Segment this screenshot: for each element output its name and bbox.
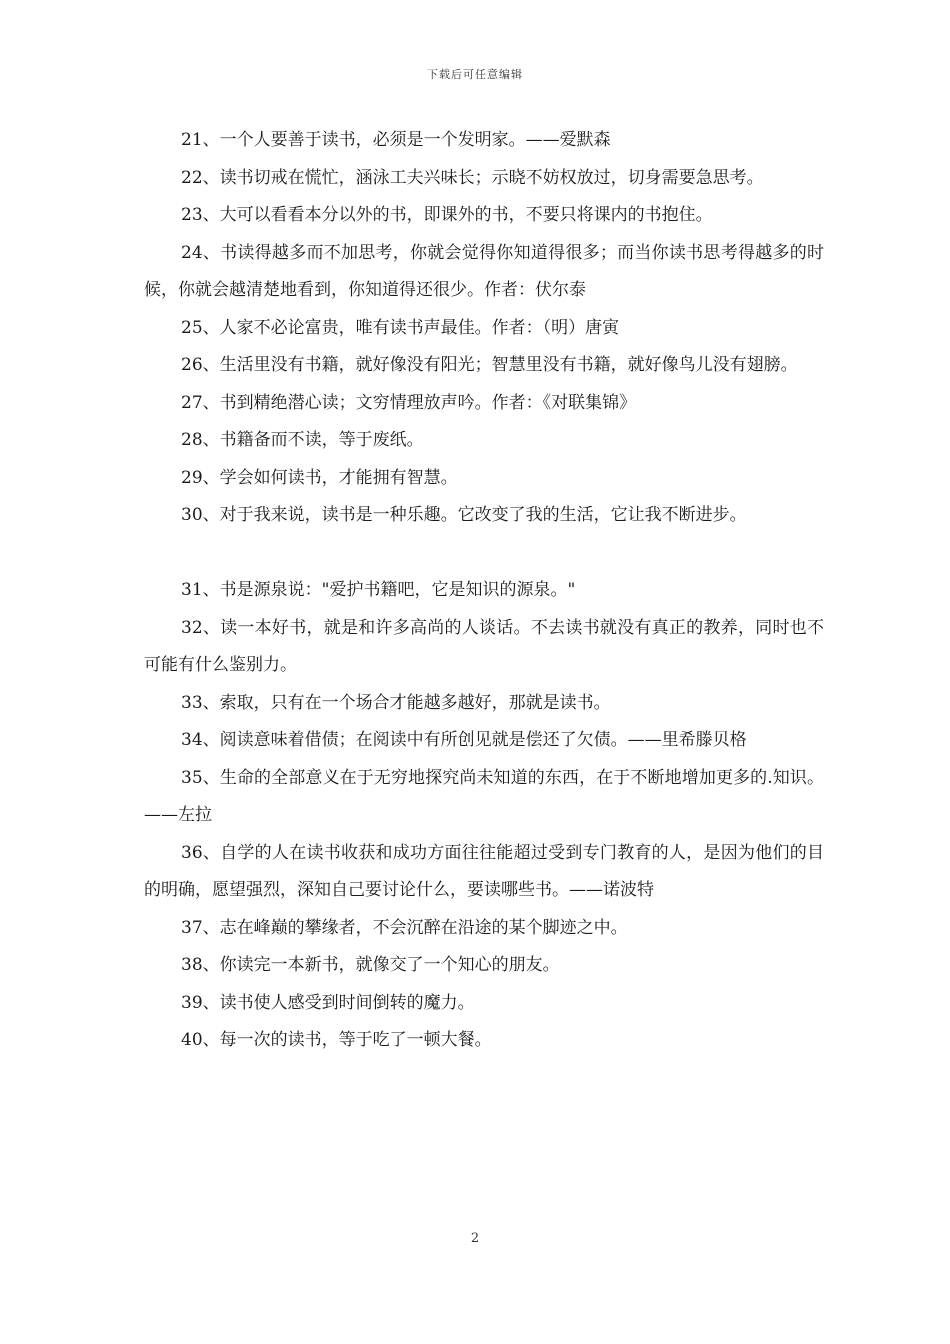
quote-paragraph: 23、大可以看看本分以外的书，即课外的书，不要只将课内的书抱住。 (181, 205, 713, 225)
quote-paragraph: 40、每一次的读书，等于吃了一顿大餐。 (181, 1030, 492, 1050)
page-number: 2 (470, 1231, 480, 1246)
quote-paragraph: 35、生命的全部意义在于无穷地探究尚未知道的东西，在于不断地增加更多的.知识。——左拉 (144, 767, 824, 825)
quote-paragraph: 27、书到精绝潜心读；文穷情理放声吟。作者：《对联集锦》 (181, 392, 637, 413)
quote-paragraph: 24、书读得越多而不加思考，你就会觉得你知道得很多；而当你读书思考得越多的时候，你就会越清楚地看到，你知道得还很少。作者：伏尔泰 (144, 242, 824, 300)
quote-paragraph: 33、索取，只有在一个场合才能越多越好，那就是读书。 (181, 692, 611, 713)
quote-paragraph: 31、书是源泉说："爱护书籍吧，它是知识的源泉。" (181, 580, 576, 600)
quote-paragraph: 26、生活里没有书籍，就好像没有阳光；智慧里没有书籍，就好像鸟儿没有翅膀。 (181, 355, 798, 375)
quote-paragraph: 29、学会如何读书，才能拥有智慧。 (181, 467, 458, 488)
quote-paragraph: 25、人家不必论富贵，唯有读书声最佳。作者：（明）唐寅 (181, 317, 620, 338)
page-content (144, 122, 824, 1060)
quote-paragraph: 36、自学的人在读书收获和成功方面往往能超过受到专门教育的人，是因为他们的目的明确，愿望强烈，深知自己要讨论什么，要读哪些书。——诺波特 (144, 842, 824, 900)
quote-paragraph: 30、对于我来说，读书是一种乐趣。它改变了我的生活，它让我不断进步。 (181, 505, 747, 525)
page-header: 下载后可任意编辑 (427, 68, 523, 81)
quote-paragraph: 38、你读完一本新书，就像交了一个知心的朋友。 (181, 955, 560, 975)
quote-paragraph: 28、书籍备而不读，等于废纸。 (181, 430, 424, 450)
quote-paragraph: 34、阅读意味着借债；在阅读中有所创见就是偿还了欠债。——里希滕贝格 (181, 730, 747, 750)
blank-line (144, 535, 824, 573)
quote-paragraph: 32、读一本好书，就是和许多高尚的人谈话。不去读书就没有真正的教养，同时也不可能有什么鉴别力。 (144, 617, 824, 675)
quote-paragraph: 22、读书切戒在慌忙，涵泳工夫兴味长；示晓不妨权放过，切身需要急思考。 (181, 167, 764, 188)
quote-paragraph: 37、志在峰巅的攀缘者，不会沉醉在沿途的某个脚迹之中。 (181, 917, 628, 938)
quote-paragraph: 21、一个人要善于读书，必须是一个发明家。——爱默森 (181, 130, 611, 150)
quote-paragraph: 39、读书使人感受到时间倒转的魔力。 (181, 992, 475, 1013)
